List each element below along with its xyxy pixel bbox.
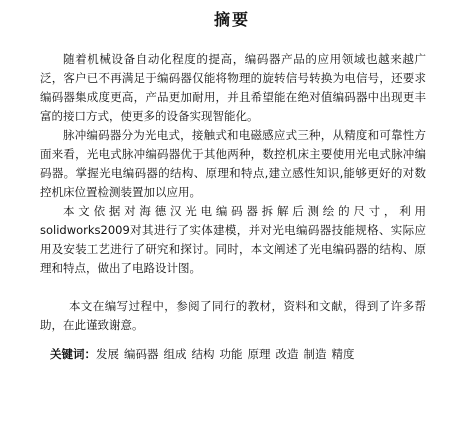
abstract-body (40, 50, 426, 335)
paragraph-gap (40, 278, 426, 297)
abstract-paragraph-2: 脉冲编码器分为光电式，接触式和电磁感应式三种，从精度和可靠性方面来看，光电式脉冲编码器优于其他两种，数控机床主要使用光电式脉冲编码器。掌握光电编码器的结构、原理和特点,建立感性知识,能够更好的对数控机床位置检测装置加以应用。 (40, 128, 426, 199)
keyword-item: 编码器 (124, 347, 159, 361)
keyword-item: 结构 (191, 347, 215, 361)
keyword-item: 原理 (247, 347, 271, 361)
abstract-paragraph-3: 本文依据对海德汉光电编码器拆解后测绘的尺寸，利用 solidworks2009对其进行了实体建模，并对光电编码器技能规格、实际应用及安装工艺进行了研究和探讨。同时，本文阐述了光电编码器的结构、原理和特点，做出了电路设计图。 (40, 204, 426, 275)
page-title: 摘要 (213, 10, 250, 29)
keyword-item: 组成 (163, 347, 187, 361)
keyword-item: 发展 (96, 347, 119, 361)
abstract-paragraph-1: 随着机械设备自动化程度的提高，编码器产品的应用领域也越来越广泛，客户已不再满足于编码器仅能将物理的旋转信号转换为电信号，还要求编码器集成度更高，产品更加耐用，并且希望能在绝对值编码器中出现更丰富的接口方式，使更多的设备实现智能化。 (40, 52, 426, 123)
keywords-line (50, 346, 360, 362)
keyword-item: 精度 (331, 347, 355, 361)
keywords-label: 关键词： (50, 347, 96, 361)
abstract-paragraph-4: 本文在编写过程中，参阅了同行的教材，资料和文献，得到了许多帮助，在此谨致谢意。 (40, 299, 426, 332)
keyword-item: 功能 (219, 347, 243, 361)
keyword-item: 改造 (275, 347, 299, 361)
keyword-item: 制造 (303, 347, 327, 361)
